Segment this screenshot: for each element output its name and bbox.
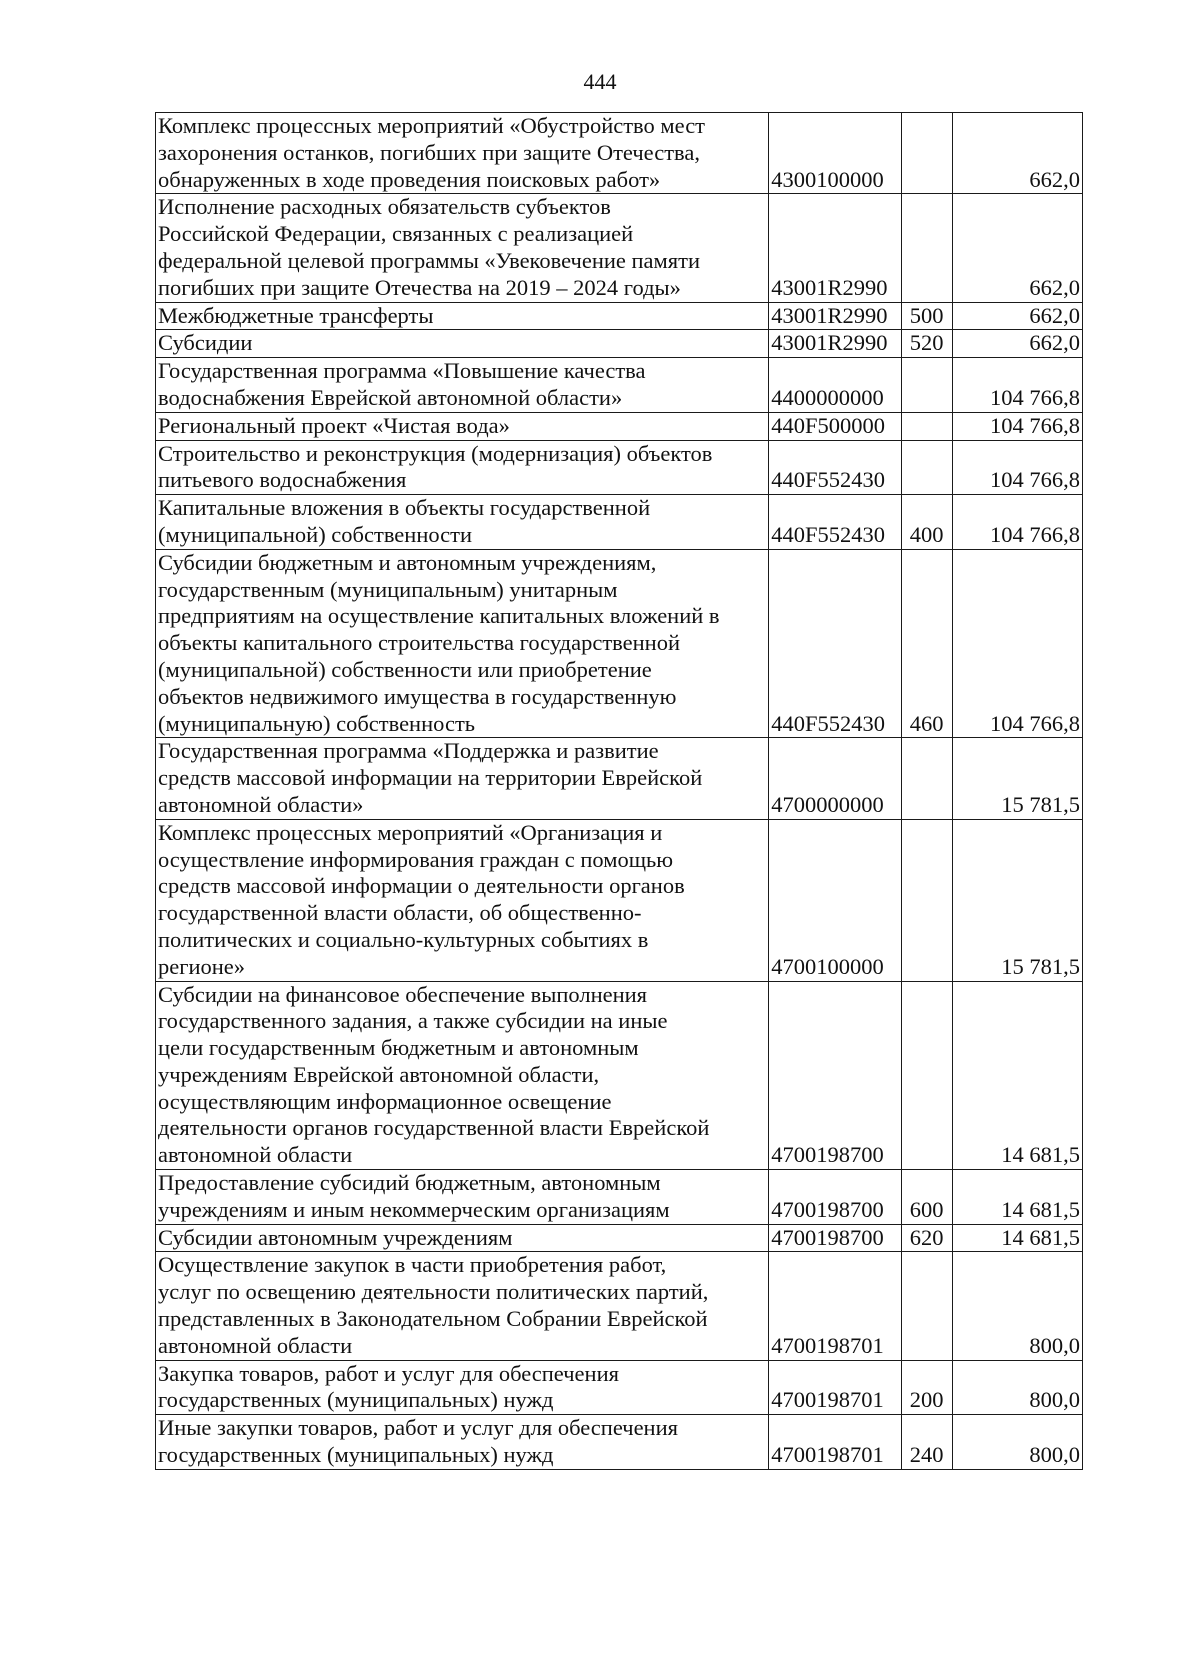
row-code-cell: 440F552430 <box>769 549 901 738</box>
row-amount-cell: 104 766,8 <box>952 412 1082 440</box>
row-type-cell <box>901 440 952 495</box>
row-type-cell <box>901 412 952 440</box>
table-row <box>156 330 1083 358</box>
table-row <box>156 440 1083 495</box>
row-amount-cell: 662,0 <box>952 302 1082 330</box>
row-name-cell: Межбюджетные трансферты <box>156 302 769 330</box>
row-code-cell: 4700198701 <box>769 1415 901 1470</box>
row-amount-cell: 14 681,5 <box>952 1170 1082 1225</box>
table-row <box>156 412 1083 440</box>
row-code-cell: 4700198700 <box>769 1170 901 1225</box>
table-row <box>156 1415 1083 1470</box>
row-amount-cell: 14 681,5 <box>952 1224 1082 1252</box>
row-type-cell <box>901 819 952 981</box>
row-amount-cell: 15 781,5 <box>952 819 1082 981</box>
row-name-cell: Закупка товаров, работ и услуг для обеспечения государственных (муниципальных) нужд <box>156 1360 769 1415</box>
page-number: 444 <box>583 69 617 94</box>
row-name-cell: Государственная программа «Повышение качества водоснабжения Еврейской автономной области» <box>156 358 769 413</box>
table-row <box>156 549 1083 738</box>
row-name-cell: Строительство и реконструкция (модернизация) объектов питьевого водоснабжения <box>156 440 769 495</box>
row-code-cell: 4700100000 <box>769 819 901 981</box>
table-row <box>156 1360 1083 1415</box>
row-type-cell <box>901 113 952 194</box>
row-type-cell <box>901 1252 952 1360</box>
row-amount-cell: 800,0 <box>952 1360 1082 1415</box>
table-row <box>156 1170 1083 1225</box>
table-row <box>156 302 1083 330</box>
row-code-cell: 440F552430 <box>769 495 901 550</box>
row-name-cell: Субсидии автономным учреждениям <box>156 1224 769 1252</box>
row-code-cell: 4700198701 <box>769 1252 901 1360</box>
row-type-cell <box>901 981 952 1170</box>
row-name-cell: Иные закупки товаров, работ и услуг для обеспечения государственных (муниципальных) нужд <box>156 1415 769 1470</box>
row-name-cell: Исполнение расходных обязательств субъектов Российской Федерации, связанных с реализацией федеральной целевой программы «Увековечение памяти погибших при защите Отечества на 2019 – 2024 годы» <box>156 194 769 302</box>
row-type-cell: 240 <box>901 1415 952 1470</box>
row-type-cell <box>901 194 952 302</box>
row-code-cell: 43001R2990 <box>769 194 901 302</box>
row-code-cell: 4700198701 <box>769 1360 901 1415</box>
row-name-cell: Государственная программа «Поддержка и развитие средств массовой информации на территории Еврейской автономной области» <box>156 738 769 819</box>
row-type-cell: 400 <box>901 495 952 550</box>
row-code-cell: 4400000000 <box>769 358 901 413</box>
row-amount-cell: 15 781,5 <box>952 738 1082 819</box>
row-type-cell: 200 <box>901 1360 952 1415</box>
row-code-cell: 4700000000 <box>769 738 901 819</box>
budget-table <box>155 112 1083 1470</box>
table-body <box>156 113 1083 1470</box>
table-row <box>156 819 1083 981</box>
row-name-cell: Предоставление субсидий бюджетным, автономным учреждениям и иным некоммерческим организациям <box>156 1170 769 1225</box>
table-row <box>156 113 1083 194</box>
row-name-cell: Субсидии <box>156 330 769 358</box>
table-row <box>156 495 1083 550</box>
row-code-cell: 4700198700 <box>769 981 901 1170</box>
row-type-cell <box>901 358 952 413</box>
table-row <box>156 1224 1083 1252</box>
row-code-cell: 440F552430 <box>769 440 901 495</box>
row-amount-cell: 800,0 <box>952 1252 1082 1360</box>
row-name-cell: Капитальные вложения в объекты государственной (муниципальной) собственности <box>156 495 769 550</box>
row-code-cell: 440F500000 <box>769 412 901 440</box>
table-row <box>156 194 1083 302</box>
row-name-cell: Комплекс процессных мероприятий «Организация и осуществление информирования граждан с помощью средств массовой информации о деятельности органов государственной власти области, об общественно- политических и социально-культурных событиях в регионе» <box>156 819 769 981</box>
row-code-cell: 43001R2990 <box>769 330 901 358</box>
row-amount-cell: 104 766,8 <box>952 549 1082 738</box>
row-name-cell: Осуществление закупок в части приобретения работ, услуг по освещению деятельности политических партий, представленных в Законодательном Собрании Еврейской автономной области <box>156 1252 769 1360</box>
row-type-cell: 620 <box>901 1224 952 1252</box>
table-row <box>156 1252 1083 1360</box>
row-code-cell: 4300100000 <box>769 113 901 194</box>
table-row <box>156 981 1083 1170</box>
row-name-cell: Субсидии на финансовое обеспечение выполнения государственного задания, а также субсидии на иные цели государственным бюджетным и автономным учреждениям Еврейской автономной области, осуществляющим информационное освещение деятельности органов государственной власти Еврейской автономной области <box>156 981 769 1170</box>
row-type-cell <box>901 738 952 819</box>
row-amount-cell: 104 766,8 <box>952 440 1082 495</box>
row-amount-cell: 662,0 <box>952 194 1082 302</box>
row-amount-cell: 104 766,8 <box>952 358 1082 413</box>
row-name-cell: Региональный проект «Чистая вода» <box>156 412 769 440</box>
row-amount-cell: 800,0 <box>952 1415 1082 1470</box>
row-amount-cell: 14 681,5 <box>952 981 1082 1170</box>
row-type-cell: 500 <box>901 302 952 330</box>
row-type-cell: 520 <box>901 330 952 358</box>
row-amount-cell: 662,0 <box>952 113 1082 194</box>
row-name-cell: Комплекс процессных мероприятий «Обустройство мест захоронения останков, погибших при защите Отечества, обнаруженных в ходе проведения поисковых работ» <box>156 113 769 194</box>
row-code-cell: 4700198700 <box>769 1224 901 1252</box>
row-type-cell: 460 <box>901 549 952 738</box>
row-type-cell: 600 <box>901 1170 952 1225</box>
row-name-cell: Субсидии бюджетным и автономным учреждениям, государственным (муниципальным) унитарным предприятиям на осуществление капитальных вложений в объекты капитального строительства государственной (муниципальной) собственности или приобретение объектов недвижимого имущества в государственную (муниципальную) собственность <box>156 549 769 738</box>
row-amount-cell: 662,0 <box>952 330 1082 358</box>
row-amount-cell: 104 766,8 <box>952 495 1082 550</box>
table-row <box>156 738 1083 819</box>
row-code-cell: 43001R2990 <box>769 302 901 330</box>
table-row <box>156 358 1083 413</box>
